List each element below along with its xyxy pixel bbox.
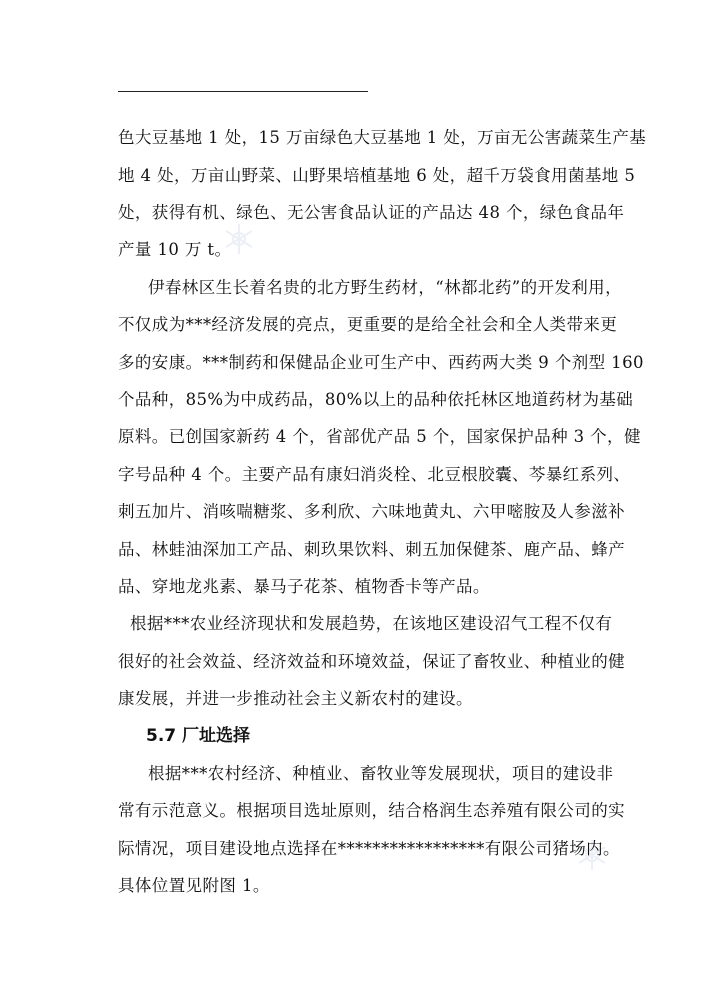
paragraph-line: 刺五加片、消咳喘糖浆、多利欣、六味地黄丸、六甲嘧胺及人参滋补 bbox=[118, 502, 625, 521]
paragraph-line: 地 4 处，万亩山野菜、山野果培植基地 6 处，超千万袋食用菌基地 5 bbox=[118, 166, 636, 185]
paragraph-line: 具体位置见附图 1。 bbox=[118, 876, 270, 895]
paragraph-line: 多的安康。***制药和保健品企业可生产中、西药两大类 9 个剂型 160 bbox=[118, 353, 644, 372]
paragraph-line: 康发展，并进一步推动社会主义新农村的建设。 bbox=[118, 689, 473, 708]
paragraph-line: 品、穿地龙兆素、暴马子花茶、植物香卡等产品。 bbox=[118, 577, 490, 596]
section-heading: 5.7 厂址选择 bbox=[146, 726, 251, 746]
paragraph-line: 产量 10 万 t。 bbox=[118, 240, 232, 259]
paragraph-line: 根据***农村经济、种植业、畜牧业等发展现状，项目的建设非 bbox=[148, 764, 614, 783]
paragraph-line: 处，获得有机、绿色、无公害食品认证的产品达 48 个，绿色食品年 bbox=[118, 203, 625, 222]
paragraph-line: 品、林蛙油深加工产品、刺玖果饮料、刺五加保健茶、鹿产品、蜂产 bbox=[118, 540, 625, 559]
paragraph-line: 伊春林区生长着名贵的北方野生药材，“林都北药”的开发利用， bbox=[148, 278, 622, 297]
paragraph-line: 很好的社会效益、经济效益和环境效益，保证了畜牧业、种植业的健 bbox=[118, 652, 625, 671]
paragraph-line: 常有示范意义。根据项目选址原则，结合格润生态养殖有限公司的实 bbox=[118, 801, 625, 820]
paragraph-line: 际情况，项目建设地点选择在*****************有限公司猪场内。 bbox=[118, 839, 620, 858]
header-rule bbox=[118, 91, 368, 92]
paragraph-line: 个品种，85%为中成药品，80%以上的品种依托林区地道药材为基础 bbox=[118, 390, 634, 409]
paragraph-line: 不仅成为***经济发展的亮点，更重要的是给全社会和全人类带来更 bbox=[118, 315, 618, 334]
paragraph-line: 根据***农业经济现状和发展趋势，在该地区建设沼气工程不仅有 bbox=[130, 614, 613, 633]
paragraph-line: 字号品种 4 个。主要产品有康妇消炎栓、北豆根胶囊、芩暴红系列、 bbox=[118, 465, 631, 484]
paragraph-line: 原料。已创国家新药 4 个，省部优产品 5 个，国家保护品种 3 个，健 bbox=[118, 427, 641, 446]
paragraph-line: 色大豆基地 1 处，15 万亩绿色大豆基地 1 处，万亩无公害蔬菜生产基 bbox=[118, 128, 647, 147]
